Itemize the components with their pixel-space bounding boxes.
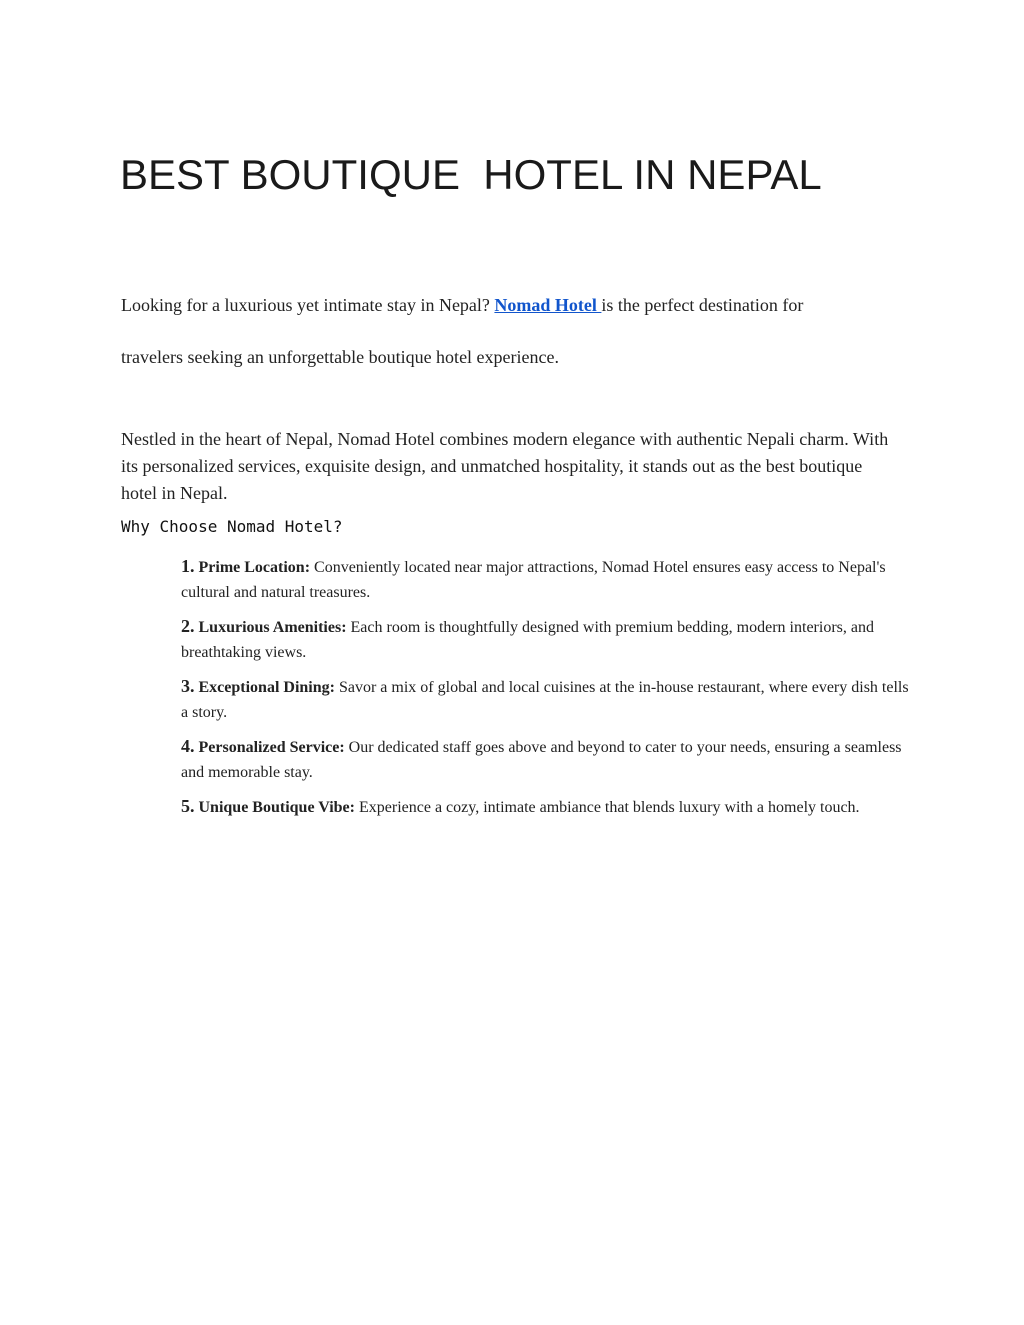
reason-label: Unique Boutique Vibe: [198, 799, 355, 816]
reason-item [181, 794, 916, 820]
intro-line-1 [121, 293, 803, 317]
intro-line-2: travelers seeking an unforgettable boutique hotel experience. [121, 347, 559, 367]
intro-text-before-link: Looking for a luxurious yet intimate stay in Nepal? [121, 295, 495, 315]
reason-number: 4. [181, 736, 195, 756]
reasons-list [181, 554, 916, 829]
reason-number: 3. [181, 676, 195, 696]
reason-label: Personalized Service: [198, 739, 345, 756]
reason-item [181, 554, 916, 605]
page-title: BEST BOUTIQUE HOTEL IN NEPAL [120, 151, 822, 198]
reason-text: Conveniently located near major attractions, Nomad Hotel ensures easy access to Nepal's cultural and natural treasures. [181, 559, 886, 601]
description-paragraph: Nestled in the heart of Nepal, Nomad Hotel combines modern elegance with authentic Nepali charm. With its personalized services, exquisite design, and unmatched hospitality, it stands out as the best boutique hotel in Nepal. [121, 429, 889, 503]
reason-label: Exceptional Dining: [198, 679, 335, 696]
nomad-hotel-link[interactable]: Nomad Hotel [494, 295, 602, 315]
reason-number: 1. [181, 556, 195, 576]
section-heading: Why Choose Nomad Hotel? [121, 517, 343, 536]
reason-text: Each room is thoughtfully designed with premium bedding, modern interiors, and breathtaking views. [181, 619, 874, 661]
reason-number: 2. [181, 616, 195, 636]
reason-item [181, 674, 916, 725]
reason-label: Luxurious Amenities: [198, 619, 347, 636]
reason-text: Our dedicated staff goes above and beyond to cater to your needs, ensuring a seamless and memorable stay. [181, 739, 902, 781]
reason-item [181, 734, 916, 785]
reason-label: Prime Location: [198, 559, 311, 576]
reason-item [181, 614, 916, 665]
reason-number: 5. [181, 796, 195, 816]
reason-text: Experience a cozy, intimate ambiance that blends luxury with a homely touch. [358, 799, 860, 816]
reason-text: Savor a mix of global and local cuisines at the in-house restaurant, where every dish tells a story. [181, 679, 909, 721]
intro-text-after-link: is the perfect destination for [601, 295, 804, 315]
